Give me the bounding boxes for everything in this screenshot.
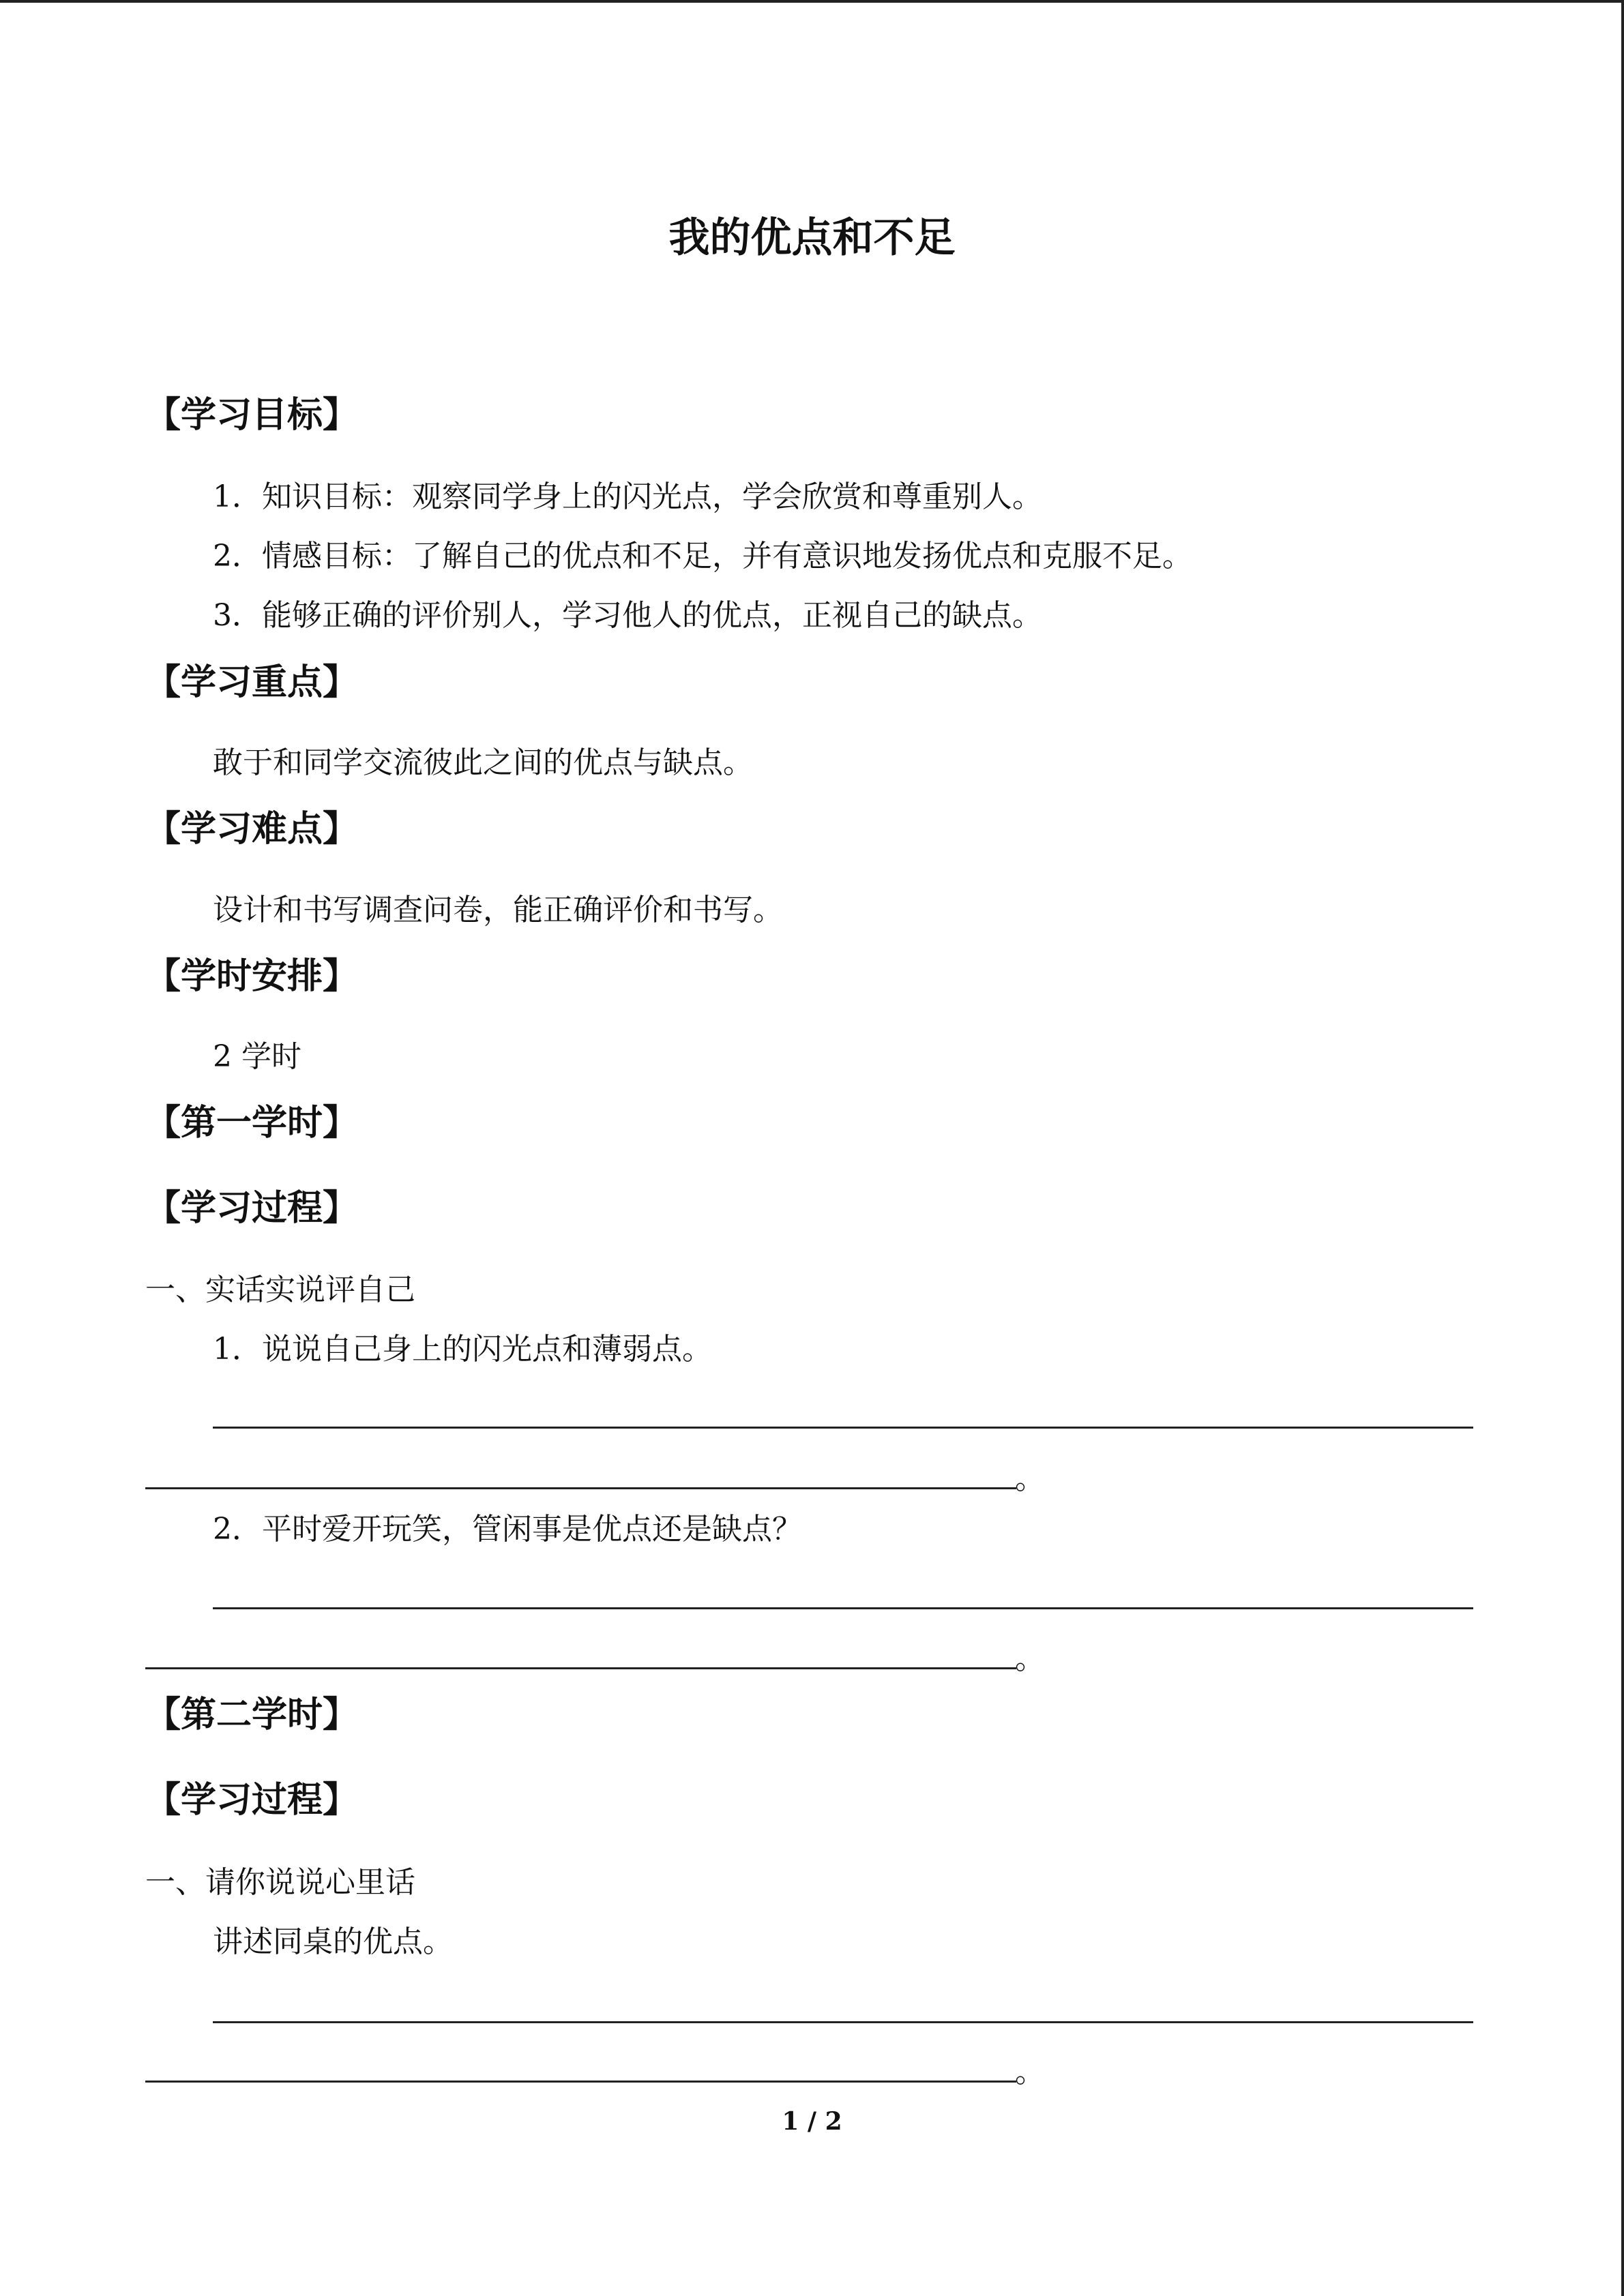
objectives-heading: 【学习目标】 [145,395,359,436]
answer-line[interactable] [213,1607,1473,1609]
answer-line[interactable] [145,1667,1016,1669]
part-1-question-1: 1．说说自己身上的闪光点和薄弱点。 [213,1332,712,1367]
part-2-question-1: 讲述同桌的优点。 [213,1924,453,1959]
schedule-heading: 【学时安排】 [145,956,359,997]
part-1-question-2: 2．平时爱开玩笑，管闲事是优点还是缺点？ [213,1512,802,1547]
objective-item-3: 3．能够正确的评价别人，学习他人的优点，正视自己的缺点。 [213,598,1042,633]
answer-line[interactable] [145,1487,1016,1489]
answer-line[interactable] [145,2081,1016,2083]
lesson-2-heading: 【第二学时】 [145,1695,359,1735]
period-mark: 。 [1015,1461,1045,1496]
document-title: 我的优点和不足 [668,214,956,262]
part-2-title: 一、请你说说心里话 [145,1865,415,1900]
objective-item-1: 1．知识目标：观察同学身上的闪光点，学会欣赏和尊重别人。 [213,479,1042,514]
period-mark: 。 [1015,2055,1045,2089]
process-1-heading: 【学习过程】 [145,1188,359,1229]
schedule-text: 2 学时 [213,1039,301,1074]
key-points-text: 敢于和同学交流彼此之间的优点与缺点。 [213,745,753,780]
difficulties-heading: 【学习难点】 [145,809,359,850]
difficulties-text: 设计和书写调查问卷，能正确评价和书写。 [213,893,783,927]
objective-item-2: 2．情感目标：了解自己的优点和不足，并有意识地发扬优点和克服不足。 [213,539,1192,573]
page-number: 1 / 2 [782,2107,842,2136]
part-1-title: 一、实话实说评自己 [145,1272,415,1307]
answer-line[interactable] [213,2021,1473,2023]
key-points-heading: 【学习重点】 [145,662,359,703]
lesson-1-heading: 【第一学时】 [145,1103,359,1144]
period-mark: 。 [1015,1641,1045,1676]
answer-line[interactable] [213,1427,1473,1429]
process-2-heading: 【学习过程】 [145,1780,359,1821]
